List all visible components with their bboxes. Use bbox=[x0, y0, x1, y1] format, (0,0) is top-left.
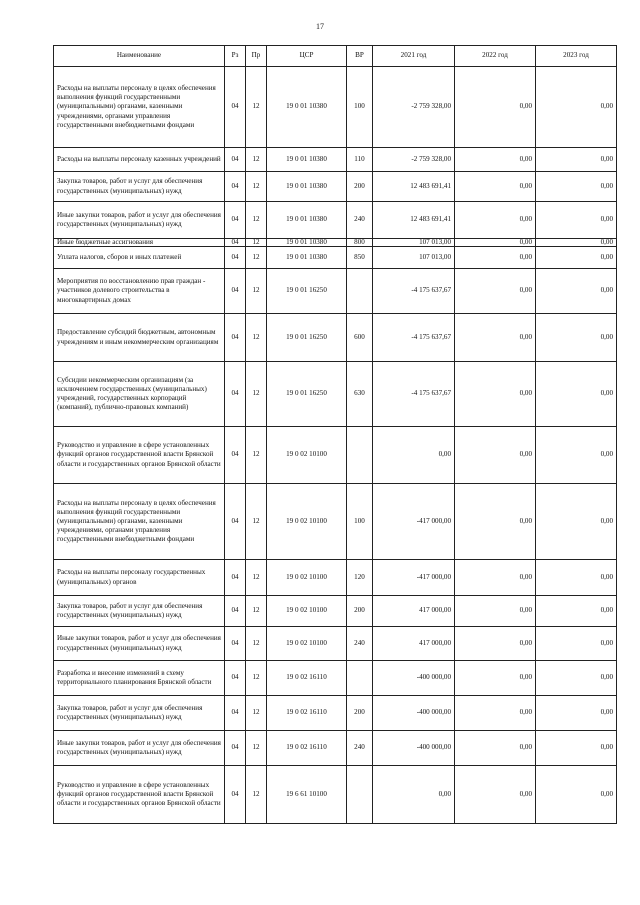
row-rz: 04 bbox=[225, 627, 246, 661]
row-2022: 0,00 bbox=[455, 661, 536, 696]
table-row bbox=[54, 696, 617, 731]
row-2021: -2 759 328,00 bbox=[373, 67, 455, 148]
row-vr: 200 bbox=[347, 696, 373, 731]
row-pr: 12 bbox=[246, 247, 267, 269]
row-pr: 12 bbox=[246, 172, 267, 202]
row-2022: 0,00 bbox=[455, 731, 536, 766]
row-vr: 800 bbox=[347, 239, 373, 247]
row-2021: 417 000,00 bbox=[373, 596, 455, 627]
row-vr: 630 bbox=[347, 362, 373, 427]
row-2021: -400 000,00 bbox=[373, 731, 455, 766]
row-pr: 12 bbox=[246, 362, 267, 427]
row-name: Разработка и внесение изменений в схему территориального планирования Брянской области bbox=[54, 661, 225, 696]
row-csr: 19 0 02 10100 bbox=[267, 596, 347, 627]
col-header-vr: ВР bbox=[347, 46, 373, 67]
row-csr: 19 0 02 10100 bbox=[267, 484, 347, 560]
row-pr: 12 bbox=[246, 766, 267, 824]
table-row bbox=[54, 239, 617, 247]
row-2023: 0,00 bbox=[536, 731, 617, 766]
row-2023: 0,00 bbox=[536, 560, 617, 596]
table-row bbox=[54, 269, 617, 314]
row-2021: 12 483 691,41 bbox=[373, 172, 455, 202]
table-row bbox=[54, 202, 617, 239]
row-2021: 107 013,00 bbox=[373, 239, 455, 247]
col-header-csr: ЦСР bbox=[267, 46, 347, 67]
row-2023: 0,00 bbox=[536, 247, 617, 269]
col-header-pr: Пр bbox=[246, 46, 267, 67]
row-2021: -400 000,00 bbox=[373, 696, 455, 731]
table-row bbox=[54, 627, 617, 661]
table-row bbox=[54, 560, 617, 596]
col-header-2022: 2022 год bbox=[455, 46, 536, 67]
row-csr: 19 0 01 10380 bbox=[267, 202, 347, 239]
row-2021: -4 175 637,67 bbox=[373, 269, 455, 314]
row-2022: 0,00 bbox=[455, 696, 536, 731]
row-pr: 12 bbox=[246, 269, 267, 314]
row-vr: 850 bbox=[347, 247, 373, 269]
row-vr: 110 bbox=[347, 148, 373, 172]
row-pr: 12 bbox=[246, 560, 267, 596]
row-name: Уплата налогов, сборов и иных платежей bbox=[54, 247, 225, 269]
table-row bbox=[54, 661, 617, 696]
row-name: Субсидии некоммерческим организациям (за исключением государственных (муниципальных) учреждений, государственных корпораций (компаний), публично-правовых компаний) bbox=[54, 362, 225, 427]
row-name: Закупка товаров, работ и услуг для обеспечения государственных (муниципальных) нужд bbox=[54, 696, 225, 731]
row-pr: 12 bbox=[246, 148, 267, 172]
row-name: Иные закупки товаров, работ и услуг для обеспечения государственных (муниципальных) нужд bbox=[54, 731, 225, 766]
budget-table bbox=[53, 45, 617, 824]
row-rz: 04 bbox=[225, 484, 246, 560]
row-vr: 100 bbox=[347, 67, 373, 148]
row-rz: 04 bbox=[225, 362, 246, 427]
row-name: Расходы на выплаты персоналу в целях обеспечения выполнения функций государственными (муниципальными) органами, казенными учреждениями, органами управления государственными внебюджетными фондами bbox=[54, 484, 225, 560]
row-csr: 19 0 01 10380 bbox=[267, 172, 347, 202]
row-2023: 0,00 bbox=[536, 766, 617, 824]
page-number: 17 bbox=[316, 22, 324, 31]
table-row bbox=[54, 596, 617, 627]
row-rz: 04 bbox=[225, 696, 246, 731]
row-2023: 0,00 bbox=[536, 172, 617, 202]
row-vr: 600 bbox=[347, 314, 373, 362]
row-2021: -2 759 328,00 bbox=[373, 148, 455, 172]
row-2022: 0,00 bbox=[455, 269, 536, 314]
row-vr: 200 bbox=[347, 172, 373, 202]
row-2023: 0,00 bbox=[536, 362, 617, 427]
row-pr: 12 bbox=[246, 696, 267, 731]
row-2022: 0,00 bbox=[455, 239, 536, 247]
row-pr: 12 bbox=[246, 661, 267, 696]
row-vr: 120 bbox=[347, 560, 373, 596]
row-csr: 19 6 61 10100 bbox=[267, 766, 347, 824]
row-2021: 417 000,00 bbox=[373, 627, 455, 661]
row-vr bbox=[347, 269, 373, 314]
row-name: Руководство и управление в сфере установленных функций органов государственной власти Брянской области и государственных органов Брянской области bbox=[54, 427, 225, 484]
row-pr: 12 bbox=[246, 314, 267, 362]
row-2022: 0,00 bbox=[455, 560, 536, 596]
row-vr bbox=[347, 661, 373, 696]
row-2023: 0,00 bbox=[536, 661, 617, 696]
row-vr: 200 bbox=[347, 596, 373, 627]
row-name: Иные закупки товаров, работ и услуг для обеспечения государственных (муниципальных) нужд bbox=[54, 627, 225, 661]
row-2022: 0,00 bbox=[455, 148, 536, 172]
table-row bbox=[54, 148, 617, 172]
row-2023: 0,00 bbox=[536, 269, 617, 314]
row-2022: 0,00 bbox=[455, 596, 536, 627]
row-pr: 12 bbox=[246, 67, 267, 148]
row-csr: 19 0 01 16250 bbox=[267, 362, 347, 427]
col-header-rz: Рз bbox=[225, 46, 246, 67]
col-header-2021: 2021 год bbox=[373, 46, 455, 67]
row-2023: 0,00 bbox=[536, 596, 617, 627]
row-rz: 04 bbox=[225, 560, 246, 596]
row-pr: 12 bbox=[246, 596, 267, 627]
row-name: Мероприятия по восстановлению прав граждан - участников долевого строительства в многоквартирных домах bbox=[54, 269, 225, 314]
col-header-2023: 2023 год bbox=[536, 46, 617, 67]
row-2023: 0,00 bbox=[536, 696, 617, 731]
row-rz: 04 bbox=[225, 427, 246, 484]
row-2022: 0,00 bbox=[455, 427, 536, 484]
row-2021: -4 175 637,67 bbox=[373, 314, 455, 362]
row-name: Закупка товаров, работ и услуг для обеспечения государственных (муниципальных) нужд bbox=[54, 596, 225, 627]
col-header-name: Наименование bbox=[54, 46, 225, 67]
row-pr: 12 bbox=[246, 484, 267, 560]
row-name: Иные закупки товаров, работ и услуг для обеспечения государственных (муниципальных) нужд bbox=[54, 202, 225, 239]
row-csr: 19 0 02 16110 bbox=[267, 661, 347, 696]
row-name: Предоставление субсидий бюджетным, автономным учреждениям и иным некоммерческим организациям bbox=[54, 314, 225, 362]
row-csr: 19 0 02 16110 bbox=[267, 731, 347, 766]
row-csr: 19 0 02 10100 bbox=[267, 627, 347, 661]
row-rz: 04 bbox=[225, 148, 246, 172]
row-2021: -400 000,00 bbox=[373, 661, 455, 696]
row-2023: 0,00 bbox=[536, 484, 617, 560]
row-2022: 0,00 bbox=[455, 362, 536, 427]
row-rz: 04 bbox=[225, 596, 246, 627]
row-2023: 0,00 bbox=[536, 202, 617, 239]
row-2021: -417 000,00 bbox=[373, 560, 455, 596]
row-2023: 0,00 bbox=[536, 427, 617, 484]
table-row bbox=[54, 67, 617, 148]
row-2023: 0,00 bbox=[536, 239, 617, 247]
row-2021: 107 013,00 bbox=[373, 247, 455, 269]
row-2021: 12 483 691,41 bbox=[373, 202, 455, 239]
row-rz: 04 bbox=[225, 172, 246, 202]
row-rz: 04 bbox=[225, 766, 246, 824]
row-csr: 19 0 02 10100 bbox=[267, 427, 347, 484]
row-name: Закупка товаров, работ и услуг для обеспечения государственных (муниципальных) нужд bbox=[54, 172, 225, 202]
row-2022: 0,00 bbox=[455, 67, 536, 148]
row-2023: 0,00 bbox=[536, 314, 617, 362]
table-row bbox=[54, 172, 617, 202]
row-csr: 19 0 02 16110 bbox=[267, 696, 347, 731]
row-csr: 19 0 02 10100 bbox=[267, 560, 347, 596]
row-rz: 04 bbox=[225, 731, 246, 766]
row-name: Расходы на выплаты персоналу в целях обеспечения выполнения функций государственными (муниципальными) органами, казенными учреждениями, органами управления государственными внебюджетными фондами bbox=[54, 67, 225, 148]
table-row bbox=[54, 766, 617, 824]
row-2023: 0,00 bbox=[536, 627, 617, 661]
row-2022: 0,00 bbox=[455, 172, 536, 202]
row-2022: 0,00 bbox=[455, 484, 536, 560]
row-pr: 12 bbox=[246, 627, 267, 661]
row-2021: 0,00 bbox=[373, 427, 455, 484]
row-2023: 0,00 bbox=[536, 148, 617, 172]
row-2022: 0,00 bbox=[455, 766, 536, 824]
row-2022: 0,00 bbox=[455, 247, 536, 269]
table-row bbox=[54, 731, 617, 766]
row-2022: 0,00 bbox=[455, 314, 536, 362]
table-row bbox=[54, 362, 617, 427]
row-pr: 12 bbox=[246, 239, 267, 247]
row-pr: 12 bbox=[246, 731, 267, 766]
row-vr: 100 bbox=[347, 484, 373, 560]
table-row bbox=[54, 484, 617, 560]
row-rz: 04 bbox=[225, 67, 246, 148]
row-vr: 240 bbox=[347, 731, 373, 766]
row-csr: 19 0 01 16250 bbox=[267, 314, 347, 362]
row-2022: 0,00 bbox=[455, 202, 536, 239]
table-header-row bbox=[54, 46, 617, 67]
row-vr bbox=[347, 427, 373, 484]
row-csr: 19 0 01 10380 bbox=[267, 239, 347, 247]
row-csr: 19 0 01 10380 bbox=[267, 247, 347, 269]
row-2021: -417 000,00 bbox=[373, 484, 455, 560]
row-name: Расходы на выплаты персоналу казенных учреждений bbox=[54, 148, 225, 172]
row-name: Расходы на выплаты персоналу государственных (муниципальных) органов bbox=[54, 560, 225, 596]
row-2021: 0,00 bbox=[373, 766, 455, 824]
table-row bbox=[54, 247, 617, 269]
row-csr: 19 0 01 10380 bbox=[267, 148, 347, 172]
row-vr: 240 bbox=[347, 627, 373, 661]
row-name: Руководство и управление в сфере установленных функций органов государственной власти Брянской области и государственных органов Брянской области bbox=[54, 766, 225, 824]
row-rz: 04 bbox=[225, 239, 246, 247]
row-rz: 04 bbox=[225, 247, 246, 269]
row-pr: 12 bbox=[246, 427, 267, 484]
row-2021: -4 175 637,67 bbox=[373, 362, 455, 427]
row-rz: 04 bbox=[225, 314, 246, 362]
row-csr: 19 0 01 10380 bbox=[267, 67, 347, 148]
row-name: Иные бюджетные ассигнования bbox=[54, 239, 225, 247]
table-row bbox=[54, 427, 617, 484]
row-rz: 04 bbox=[225, 202, 246, 239]
row-rz: 04 bbox=[225, 661, 246, 696]
row-vr: 240 bbox=[347, 202, 373, 239]
row-rz: 04 bbox=[225, 269, 246, 314]
row-csr: 19 0 01 16250 bbox=[267, 269, 347, 314]
table-row bbox=[54, 314, 617, 362]
row-2023: 0,00 bbox=[536, 67, 617, 148]
row-pr: 12 bbox=[246, 202, 267, 239]
row-2022: 0,00 bbox=[455, 627, 536, 661]
row-vr bbox=[347, 766, 373, 824]
